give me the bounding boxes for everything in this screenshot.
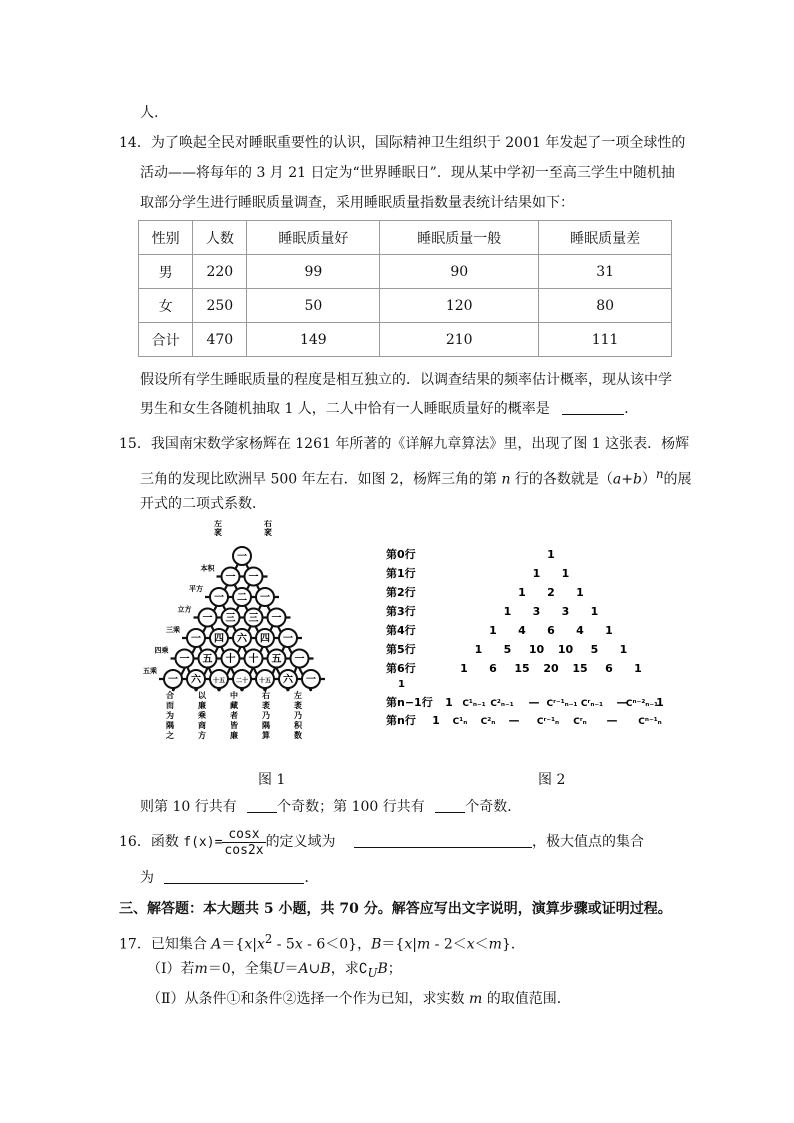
q15-line1: 15．我国南宋数学家杨辉在 1261 年所著的《详解九章算法》里，出现了图 1 这张表．杨辉 xyxy=(119,436,690,452)
q16-text: 的定义域为 xyxy=(265,834,336,850)
fig1-number: 四 xyxy=(260,633,270,645)
fig2-number: 1 xyxy=(547,548,555,561)
fig2-binomial-term: Cʳ⁻¹ₙ xyxy=(536,717,560,727)
fig1-bottom-label: 为 xyxy=(166,711,174,720)
fig1-bottom-label: 中 xyxy=(230,691,238,700)
fig1-number: 一 xyxy=(179,654,190,665)
q17-text: - 2＜ xyxy=(430,936,467,953)
fig2-number: 1 xyxy=(605,624,613,637)
q17-var: m xyxy=(416,936,431,953)
figure1-caption: 图 1 xyxy=(258,772,286,788)
fig1-bottom-label: 隅 xyxy=(262,721,270,730)
fig2-number: 1 xyxy=(590,605,599,618)
q16-text: 16．函数 xyxy=(119,834,179,850)
q17-text: - 5 xyxy=(272,936,295,953)
fig2-number: 5 xyxy=(503,643,512,656)
fig2-binomial-term: 1 xyxy=(445,696,453,709)
fig2-number: 15 xyxy=(514,662,530,675)
fig2-number: 20 xyxy=(543,662,559,675)
fig1-bottom-label: 廉 xyxy=(230,731,238,740)
fig2-binomial-term: C²ₙ₋₁ xyxy=(490,699,514,709)
fig2-binomial-term: 1 xyxy=(432,714,440,727)
fig2-binomial-term: C¹ₙ₋₁ xyxy=(462,699,486,709)
fig2-number: 10 xyxy=(528,643,545,656)
q17-text: ＝0，全集 xyxy=(207,961,273,977)
fig1-bottom-label: 积 xyxy=(294,721,302,730)
q17-text: ＝{ xyxy=(221,936,245,953)
fig1-top-label: 右 xyxy=(264,520,272,528)
fig2-row-label: 第3行 xyxy=(386,605,416,618)
fig1-number: 六 xyxy=(191,674,201,686)
q15-exp-n: n xyxy=(655,467,664,481)
fig1-bottom-label: 左 xyxy=(294,691,302,700)
fig2-number: 1 xyxy=(576,586,584,599)
fig1-top-label: 衺 xyxy=(214,528,222,537)
fig2-row-label: 第5行 xyxy=(386,643,416,656)
fig1-left-label: 四乘 xyxy=(154,646,169,655)
fig1-number: 一 xyxy=(271,613,282,624)
q14-line2: 活动——将每年的 3 月 21 日定为“世界睡眠日”．现从某中学初一至高三学生中随机抽 xyxy=(140,165,675,181)
fig1-number: 五 xyxy=(202,654,213,665)
fig1-number: 二十 xyxy=(235,677,249,685)
q16-line1 xyxy=(119,826,644,859)
fig2-number: 5 xyxy=(590,643,599,656)
q15-line3: 开式的二项式系数． xyxy=(140,496,266,512)
fig2-binomial-term: — xyxy=(528,696,540,709)
q14-after-text: 男生和女生各随机抽取 1 人，二人中恰有一人睡眠质量好的概率是 xyxy=(140,401,550,417)
table-cell: 210 xyxy=(380,323,539,357)
fig2-binomial-term: 1 xyxy=(656,696,664,709)
figure1-yanghui-ancient xyxy=(136,520,348,750)
fig1-left-label: 五乘 xyxy=(143,667,157,675)
answer-blank[interactable] xyxy=(247,798,277,813)
q17-var: m xyxy=(194,961,208,977)
fig2-row-label: 第4行 xyxy=(386,624,416,637)
table-row xyxy=(139,255,672,289)
fig1-bottom-label: 廉 xyxy=(198,701,206,710)
fig1-top-label: 左 xyxy=(214,520,222,528)
q17-var: U xyxy=(272,961,285,977)
fig2-binomial-term: Cʳₙ₋₁ xyxy=(580,699,604,709)
table-header-cell: 性别 xyxy=(139,221,193,255)
q17-text: ＝{ xyxy=(381,936,405,953)
q17-var: x xyxy=(466,936,475,953)
figure2-caption: 图 2 xyxy=(538,772,566,788)
fig1-number: 一 xyxy=(191,633,201,645)
fig1-left-label: 立方 xyxy=(177,605,192,614)
q17-exp: 2 xyxy=(264,932,273,946)
table-cell: 合计 xyxy=(139,323,193,357)
fig1-bottom-label: 右 xyxy=(262,691,270,700)
fig1-number: 一 xyxy=(260,592,270,604)
table-cell: 220 xyxy=(193,255,247,289)
fig2-number: 15 xyxy=(572,662,588,675)
fig1-bottom-label: 方 xyxy=(198,731,206,740)
fig2-row-label: 第0行 xyxy=(386,548,416,561)
q17-text: 17．已知集合 xyxy=(119,936,207,953)
fig1-number: 五 xyxy=(271,654,282,665)
fig2-number: 3 xyxy=(532,605,541,618)
table-header-cell: 睡眠质量差 xyxy=(539,221,672,255)
fig2-row-label: 第2行 xyxy=(386,586,416,599)
table-cell: 80 xyxy=(539,289,672,323)
table-cell: 31 xyxy=(539,255,672,289)
fig1-number: 一 xyxy=(306,674,316,686)
q15-text: 的展 xyxy=(663,471,692,488)
fig1-left-label: 本积 xyxy=(200,564,215,573)
q17-var: m xyxy=(468,991,483,1007)
q17-text: }． xyxy=(501,936,525,953)
fig2-binomial-term: Cʳ⁻¹ₙ₋₁ xyxy=(546,699,578,709)
q14-line3: 取部分学生进行睡眠质量调查，采用睡眠质量指数量表统计结果如下： xyxy=(140,195,574,211)
fig2-binomial-term: — xyxy=(606,714,618,727)
fig1-number: 十五 xyxy=(258,677,272,685)
q17-set-A: A xyxy=(211,936,222,953)
table-header-cell: 人数 xyxy=(193,221,247,255)
q16-fraction xyxy=(222,827,265,858)
q17-text: ＝ xyxy=(284,961,299,977)
fig1-bottom-label: 算 xyxy=(262,731,270,740)
fig1-number: 四 xyxy=(214,633,224,645)
q17-text: ∪ xyxy=(308,961,321,977)
table-row xyxy=(139,289,672,323)
q16-numerator: cosx xyxy=(222,827,265,843)
fig2-row-label: 第n行 xyxy=(386,714,416,727)
fig1-bottom-label: 合 xyxy=(166,691,174,700)
fig2-number: 10 xyxy=(557,643,574,656)
fig1-bottom-label: 乘 xyxy=(198,711,206,720)
fig1-number: 十 xyxy=(225,654,236,665)
q17-var: B xyxy=(377,961,388,977)
fig2-binomial-term: — xyxy=(616,696,628,709)
q15-text: 三角的发现比欧洲早 500 年左右．如图 2，杨辉三角的第 xyxy=(140,471,497,488)
q16-text: 为 xyxy=(140,870,154,886)
q17-text: ； xyxy=(387,961,402,977)
fig2-number: 1 xyxy=(503,605,512,618)
q17-var: x xyxy=(404,936,413,953)
table-cell: 111 xyxy=(539,323,672,357)
fig2-binomial-term: — xyxy=(508,714,520,727)
fig1-bottom-label: 袤 xyxy=(262,701,270,710)
fig2-number: 1 xyxy=(460,662,468,675)
fig1-number: 十 xyxy=(248,654,259,665)
sleep-quality-table xyxy=(138,220,672,357)
q17-text: - 6＜0}， xyxy=(302,936,372,953)
q15-var-n: n xyxy=(501,471,511,488)
fig2-number: 1 xyxy=(561,567,570,580)
q17-part2 xyxy=(147,989,571,1009)
answer-blank[interactable] xyxy=(164,869,304,884)
q15-line2 xyxy=(140,464,691,490)
answer-blank[interactable] xyxy=(562,400,624,415)
fig1-bottom-label: 之 xyxy=(166,731,174,740)
fig2-number: 1 xyxy=(532,567,541,580)
fig1-top-label: 衺 xyxy=(264,528,272,537)
fig1-number: 一 xyxy=(168,674,178,686)
fig2-row-label: 第6行 xyxy=(386,662,416,675)
table-header-row xyxy=(139,221,672,255)
fig1-bottom-label: 数 xyxy=(294,731,302,740)
fig2-ellipsis-mark: 1 xyxy=(398,679,405,690)
q17-set-B: B xyxy=(371,936,382,953)
fig1-bottom-label: 乃 xyxy=(262,711,270,720)
q16-denominator: cos2x xyxy=(224,842,264,858)
prev-question-tail: 人. xyxy=(140,105,159,121)
q17-part1 xyxy=(147,959,402,983)
fig1-number: 三 xyxy=(248,613,259,624)
fig1-number: 一 xyxy=(225,572,236,583)
fig1-bottom-label: 袤 xyxy=(294,701,302,710)
table-header-cell: 睡眠质量一般 xyxy=(380,221,539,255)
fig2-row-label: 第n−1行 xyxy=(386,696,433,709)
q17-text: ＜ xyxy=(474,936,489,953)
fig2-binomial-term: C²ₙ xyxy=(480,717,496,727)
table-cell: 250 xyxy=(193,289,247,323)
fig2-number: 1 xyxy=(518,586,526,599)
section-heading: 三、解答题：本大题共 5 小题，共 70 分。解答应写出文字说明，演算步骤或证明过程。 xyxy=(119,901,672,917)
table-cell: 470 xyxy=(193,323,247,357)
fig1-number: 十五 xyxy=(212,677,226,685)
fig2-row-label: 第1行 xyxy=(386,567,416,580)
fig2-number: 2 xyxy=(547,586,555,599)
fig1-number: 三 xyxy=(225,613,236,624)
fig2-binomial-term: C¹ₙ xyxy=(452,717,468,727)
q17-var: x xyxy=(256,936,265,953)
q17-var: m xyxy=(488,936,502,953)
fig2-number: 1 xyxy=(619,643,628,656)
fig1-number: 一 xyxy=(294,654,305,665)
table-cell: 149 xyxy=(247,323,380,357)
answer-blank[interactable] xyxy=(354,833,532,848)
q14-after-end: ． xyxy=(624,401,639,417)
fig2-binomial-term: Cʳₙ xyxy=(573,717,587,727)
q14-line1: 14．为了唤起全民对睡眠重要性的认识，国际精神卫生组织于 2001 年发起了一项全球性的 xyxy=(119,135,686,151)
q16-text: ． xyxy=(304,870,319,886)
fig1-bottom-label: 皆 xyxy=(230,721,238,730)
fig2-binomial-term: Cⁿ⁻¹ₙ xyxy=(638,717,662,727)
q14-after-line1: 假设所有学生睡眠质量的程度是相互独立的．以调查结果的频率估计概率，现从该中学 xyxy=(140,372,672,388)
fig1-bottom-label: 而 xyxy=(166,701,174,710)
figure2-pascal-triangle xyxy=(384,540,674,730)
fig1-number: 一 xyxy=(202,613,213,624)
fig1-left-label: 三乘 xyxy=(166,626,180,634)
table-cell: 女 xyxy=(139,289,193,323)
q15-after-text: 个奇数；第 100 行共有 xyxy=(277,799,425,815)
q17-line1 xyxy=(119,929,525,955)
fig1-bottom-label: 隅 xyxy=(166,721,174,730)
fig2-number: 4 xyxy=(518,624,526,637)
fig1-bottom-label: 者 xyxy=(230,711,238,720)
fig1-number: 一 xyxy=(283,633,293,645)
q17-var: B xyxy=(320,961,331,977)
q17-var: A xyxy=(298,961,309,977)
q17-text: （Ⅰ）若 xyxy=(147,961,195,977)
q17-sub: U xyxy=(367,965,378,980)
fig2-number: 6 xyxy=(489,662,497,675)
q15-after-text: 个奇数． xyxy=(465,799,522,815)
table-cell: 120 xyxy=(380,289,539,323)
fig1-number: 一 xyxy=(237,551,247,563)
q17-text: | xyxy=(252,936,257,953)
q17-var: x xyxy=(294,936,303,953)
q17-text: 的取值范围． xyxy=(486,991,571,1007)
fig2-binomial-term: Cⁿ⁻²ₙ₋₁ xyxy=(625,699,659,709)
fig2-number: 6 xyxy=(547,624,555,637)
q16-line2 xyxy=(140,868,318,888)
answer-blank[interactable] xyxy=(435,798,465,813)
fig1-bottom-label: 以 xyxy=(198,691,206,700)
q15-text: ） xyxy=(641,471,656,488)
table-row xyxy=(139,323,672,357)
fig2-number: 1 xyxy=(634,662,642,675)
fig1-bottom-label: 商 xyxy=(198,721,206,730)
q15-after-text: 则第 10 行共有 xyxy=(140,799,237,815)
q15-after-line xyxy=(140,797,521,817)
fig1-number: 六 xyxy=(283,674,293,686)
fig2-number: 6 xyxy=(605,662,613,675)
q17-text: ，求∁ xyxy=(330,961,368,977)
fig2-number: 4 xyxy=(576,624,584,637)
table-cell: 90 xyxy=(380,255,539,289)
fig1-number: 二 xyxy=(237,592,247,604)
q17-text: （Ⅱ）从条件①和条件②选择一个作为已知，求实数 xyxy=(147,991,465,1007)
q16-fx: f(x)= xyxy=(183,835,223,850)
table-header-cell: 睡眠质量好 xyxy=(247,221,380,255)
q14-after-line2 xyxy=(140,399,638,419)
table-cell: 50 xyxy=(247,289,380,323)
q15-text: 行的各数就是（ xyxy=(514,471,613,488)
table-cell: 男 xyxy=(139,255,193,289)
table-cell: 99 xyxy=(247,255,380,289)
q16-text: ，极大值点的集合 xyxy=(532,834,645,850)
fig2-number: 3 xyxy=(561,605,570,618)
fig1-number: 一 xyxy=(214,592,224,604)
fig1-bottom-label: 藏 xyxy=(230,701,238,710)
q15-var-ab: a+b xyxy=(612,471,642,488)
fig2-number: 1 xyxy=(489,624,497,637)
fig1-number: 六 xyxy=(237,633,247,645)
fig1-left-label: 平方 xyxy=(189,585,203,593)
fig1-bottom-label: 乃 xyxy=(294,711,302,720)
q17-text: | xyxy=(412,936,417,953)
q17-var: x xyxy=(244,936,253,953)
fig2-number: 1 xyxy=(474,643,483,656)
fig1-number: 一 xyxy=(248,572,259,583)
